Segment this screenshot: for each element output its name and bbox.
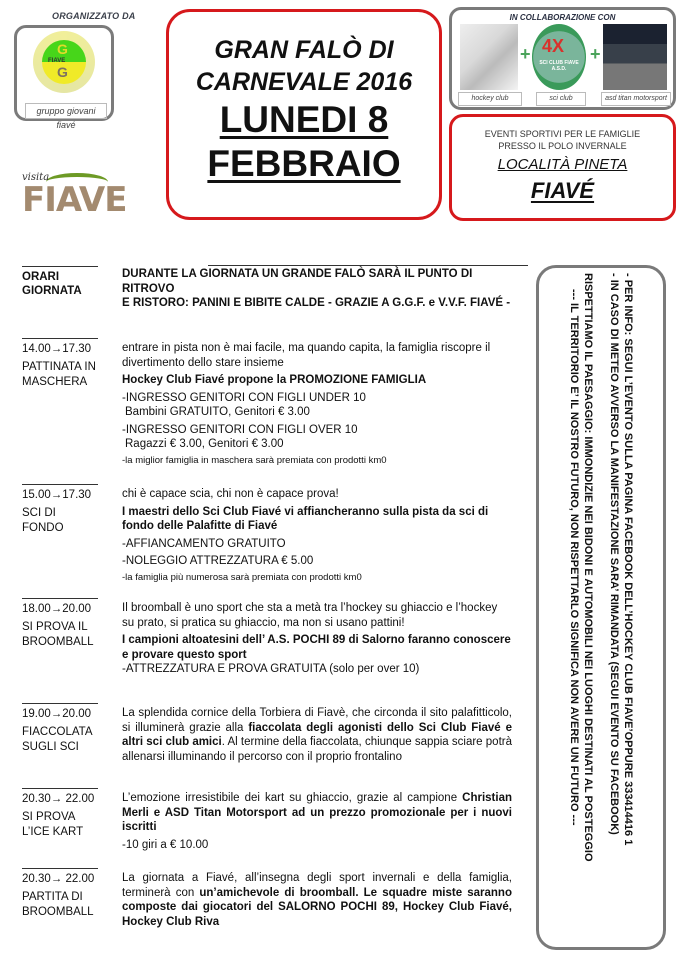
- organizer-label: ORGANIZZATO DA: [52, 11, 136, 21]
- schedule-intro: entrare in pista non è mai facile, ma quando capita, la famiglia riscopre il divertimento dello stare insieme: [122, 342, 491, 369]
- visita-fiave-logo: FIAVE: [22, 180, 127, 220]
- schedule-name: SCI DI FONDO: [22, 507, 64, 534]
- schedule-item: -AFFIANCAMENTO GRATUITO: [122, 537, 286, 550]
- schedule-highlight: I campioni altoatesini dell’ A.S. POCHI 89 di Salorno faranno conoscere e provare questo sport: [122, 634, 511, 661]
- organizer-caption: gruppo giovani fiavé: [25, 103, 107, 119]
- event-day: LUNEDI 8: [219, 99, 389, 140]
- respect-note: RISPETTIAMO IL PAESAGGIO: IMMONDIZIE NEI BIDONI E AUTOMOBILI NEI LUOGHI DESTINATI AL POSTEGGIO: [582, 272, 594, 862]
- schedule-name: SI PROVA IL BROOMBALL: [22, 621, 94, 648]
- divider: [22, 598, 98, 599]
- plus-icon: +: [590, 44, 601, 64]
- side-notes-box: [536, 265, 666, 950]
- schedule-time: 20.30→ 22.00: [22, 793, 95, 805]
- location-subtitle-2: PRESSO IL POLO INVERNALE: [498, 141, 627, 151]
- schedule-item: Bambini GRATUITO, Genitori € 3.00: [125, 406, 310, 418]
- divider: [208, 265, 528, 266]
- logo-middle-text: FIAVE: [48, 58, 66, 64]
- titan-motorsport-photo: [603, 24, 667, 90]
- schedule-time: 20.30→ 22.00: [22, 873, 95, 885]
- location-town: FIAVÉ: [530, 178, 595, 203]
- schedule-item: -NOLEGGIO ATTREZZATURA € 5.00: [122, 555, 314, 567]
- location-box: [449, 114, 676, 221]
- logo-letter-bottom: G: [57, 64, 68, 80]
- collaboration-box: [449, 7, 676, 110]
- weather-note: - IN CASO DI METEO AVVERSO LA MANIFESTAZIONE SARA’ RIMANDATA (SEGUI EVENTO SU FACEBOOK): [608, 272, 620, 835]
- schedule-item: -INGRESSO GENITORI CON FIGLI UNDER 10: [122, 391, 366, 404]
- schedule-name: PARTITA DI BROOMBALL: [22, 891, 94, 918]
- partner-caption-hockey: hockey club: [458, 92, 522, 106]
- schedule-name: GIORNATA: [22, 285, 82, 297]
- schedule-highlight: fiaccolata degli agonisti dello Sci Club Fiavé e altri sci club amici: [122, 721, 512, 748]
- schedule-note: -la miglior famiglia in maschera sarà premiata con prodotti km0: [122, 454, 387, 466]
- motto-note: --- IL TERRITORIO E’ IL NOSTRO FUTURO, NON RISPETTARLO SIGNIFICA NON AVERE UN FUTURO ---: [568, 288, 580, 826]
- schedule-text: . Al termine della fiaccolata, chiunque sappia sciare potrà allenarsi illuminando il percorso con il proprio frontalino: [122, 736, 512, 763]
- title-line-1: GRAN FALÒ DI: [214, 36, 394, 64]
- schedule-text: La splendida cornice della Torbiera di Fiavè, che circonda il sito palafitticolo, si illuminerà grazie alla: [122, 707, 512, 734]
- schedule-note: -la famiglia più numerosa sarà premiata con prodotti km0: [122, 571, 362, 583]
- schedule-highlight: un’amichevole di broomball. Le squadre miste saranno composte dai giocatori del SALORNO POCHI 89, Hockey Club Fiavé, Hockey Club Riva: [122, 886, 512, 928]
- divider: [22, 338, 98, 339]
- hockey-club-photo: [460, 24, 518, 90]
- schedule-text: L’emozione irresistibile dei kart su ghiaccio, grazie al campione: [122, 792, 463, 804]
- schedule-name: PATTINATA IN MASCHERA: [22, 361, 96, 388]
- schedule-time: 15.00→17.30: [22, 489, 92, 501]
- divider: [22, 484, 98, 485]
- divider: [22, 868, 98, 869]
- divider: [22, 703, 98, 704]
- schedule-item: Ragazzi € 3.00, Genitori € 3.00: [125, 438, 284, 450]
- plus-icon: +: [520, 44, 531, 64]
- divider: [22, 788, 98, 789]
- divider: [22, 266, 98, 267]
- location-subtitle-1: EVENTI SPORTIVI PER LE FAMIGLIE: [484, 129, 641, 139]
- gruppo-giovani-logo-icon: [33, 31, 95, 93]
- logo-letter-top: G: [57, 41, 68, 57]
- partner-caption-titan: asd titan motorsport: [601, 92, 671, 106]
- schedule-text: DURANTE LA GIORNATA UN GRANDE FALÒ SARÀ IL PUNTO DI RITROVO: [122, 268, 473, 295]
- schedule-name: FIACCOLATA SUGLI SCI: [22, 726, 92, 753]
- organizer-logo-frame: [14, 25, 114, 130]
- schedule-time: 19.00→20.00: [22, 708, 92, 720]
- collaboration-title: IN COLLABORAZIONE CON: [509, 13, 616, 22]
- schedule-text: E RISTORO: PANINI E BIBITE CALDE - GRAZIE A G.G.F. e V.V.F. FIAVÉ -: [122, 297, 511, 309]
- schedule-time: ORARI: [22, 271, 60, 283]
- event-title-box: [166, 9, 442, 220]
- schedule-highlight: I maestri dello Sci Club Fiavé vi affiancheranno sulla pista da sci di fondo delle Palafitte di Fiavé: [122, 505, 489, 532]
- visita-script: visita: [22, 172, 50, 183]
- schedule-intro: chi è capace scia, chi non è capace prova!: [122, 488, 339, 500]
- schedule-item: -ATTREZZATURA E PROVA GRATUITA (solo per over 10): [122, 663, 420, 675]
- location-place: LOCALITÀ PINETA: [497, 156, 628, 173]
- schedule-name: SI PROVA L’ICE KART: [22, 811, 84, 838]
- schedule-item: -INGRESSO GENITORI CON FIGLI OVER 10: [122, 423, 358, 436]
- schedule-text: La giornata a Fiavé, all’insegna degli sport invernali e della famiglia, terminerà con: [122, 872, 512, 899]
- partner-caption-sci: sci club: [536, 92, 586, 106]
- side-notes-text: [567, 273, 635, 943]
- sci-club-logo-icon: 4X SCI CLUB FIAVE A.S.D.: [532, 24, 586, 90]
- schedule-time: 18.00→20.00: [22, 603, 92, 615]
- schedule-highlight: Christian Merli e ASD Titan Motorsport ad un prezzo promozionale per i nuovi iscritti: [122, 792, 512, 833]
- title-line-2: CARNEVALE 2016: [195, 68, 413, 96]
- schedule-intro: Il broomball è uno sport che sta a metà tra l’hockey su ghiaccio e l’hockey su prato, si pratica su ghiaccio, ma non si usano pattini!: [122, 602, 498, 629]
- schedule-highlight: Hockey Club Fiavé propone la PROMOZIONE FAMIGLIA: [122, 374, 427, 386]
- schedule-time: 14.00→17.30: [22, 343, 92, 355]
- info-note: - PER INFO: SEGUI L’EVENTO SULLA PAGINA FACEBOOK DELL’HOCKEY CLUB FIAVE’OPPURE 333414416 1: [622, 272, 634, 845]
- event-month: FEBBRAIO: [207, 143, 401, 184]
- schedule-item: -10 giri a € 10.00: [122, 838, 209, 851]
